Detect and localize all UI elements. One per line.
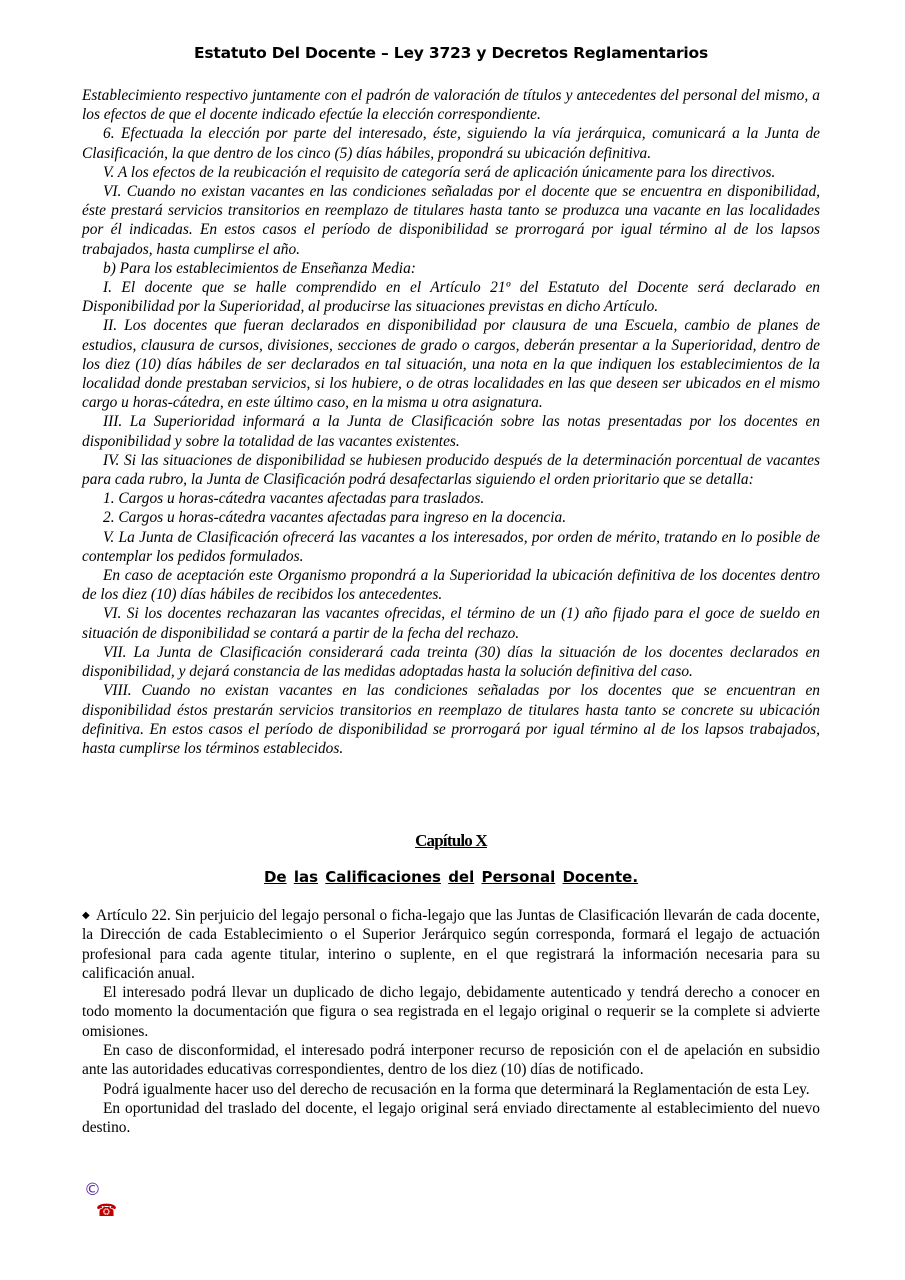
paragraph: 6. Efectuada la elección por parte del interesado, éste, siguiendo la vía jerárquica, comunicará a la Junta de Clasificación, la que dentro de los cinco (5) días hábiles, propondrá su ubicación definitiva. — [82, 125, 820, 162]
diamond-bullet-icon: ◆ — [82, 910, 91, 921]
paragraph: VI. Cuando no existan vacantes en las condiciones señaladas por el docente que se encuentra en disponibilidad, éste prestará servicios transitorios en reemplazo de titulares hasta tanto se produzca una vacante en las localidades por él indicadas. En estos casos el período de disponibilidad se prorrogará por igual término al de los lapsos trabajados, hasta cumplirse el año. — [82, 183, 820, 258]
paragraph: VIII. Cuando no existan vacantes en las condiciones señaladas por los docentes que se encuentran en disponibilidad éstos prestarán servicios transitorios en reemplazo de titulares hasta tanto se concrete su ubicación definitiva. En estos casos el período de disponibilidad se prorrogará por igual término al de los lapsos trabajados, hasta cumplirse los términos establecidos. — [82, 682, 820, 757]
italic-body — [82, 86, 820, 758]
paragraph: En caso de disconformidad, el interesado podrá interponer recurso de reposición con el de apelación en subsidio ante las autoridades educativas correspondientes, dentro de los diez (10) días de notificado. — [82, 1042, 820, 1079]
paragraph: 1. Cargos u horas-cátedra vacantes afectadas para traslados. — [103, 490, 485, 508]
paragraph: 2. Cargos u horas-cátedra vacantes afectadas para ingreso en la docencia. — [103, 509, 567, 527]
subtitle-word: Docente. — [562, 868, 639, 886]
page-header-title: Estatuto Del Docente – Ley 3723 y Decretos Reglamentarios — [193, 44, 709, 62]
paragraph: El interesado podrá llevar un duplicado de dicho legajo, debidamente autenticado y tendrá derecho a conocer en todo momento la documentación que figura o sea registrada en el legajo original o requerir se la complete si advierte omisiones. — [82, 984, 820, 1040]
chapter-title: Capítulo X — [415, 831, 487, 850]
paragraph: II. Los docentes que fueran declarados en disponibilidad por clausura de una Escuela, cambio de planes de estudios, clausura de cursos, divisiones, secciones de grado o cargos, deberán presentar a la Superioridad, dentro de los diez (10) días hábiles de ser declarados en tal situación, una nota en la que indiquen los establecimientos de la localidad donde prestaban servicios, si los hubiere, o de otras localidades en las que deseen ser ubicados en el mismo cargo u horas-cátedra, en este último caso, en la misma u otra asignatura. — [82, 317, 820, 412]
paragraph: En caso de aceptación este Organismo propondrá a la Superioridad la ubicación definitiva de los docentes dentro de los diez (10) días hábiles de recibidos los antecedentes. — [82, 567, 820, 604]
article-text: Artículo 22. Sin perjuicio del legajo personal o ficha-legajo que las Juntas de Clasificación llevarán de cada docente, la Dirección de cada Establecimiento o el Superior Jerárquico según corresponda, formará el legajo de actuación profesional para cada agente titular, interino o suplente, en el que registrará la información necesaria para su calificación anual. — [82, 907, 820, 982]
subtitle-word: Personal — [481, 868, 556, 886]
paragraph: V. La Junta de Clasificación ofrecerá las vacantes a los interesados, por orden de mérito, tratando en lo posible de contemplar los pedidos formulados. — [82, 528, 820, 565]
article-22 — [82, 906, 820, 1138]
paragraph: Establecimiento respectivo juntamente con el padrón de valoración de títulos y antecedentes del personal del mismo, a los efectos de que el docente indicado efectúe la elección correspondiente. — [82, 87, 820, 124]
paragraph: VII. La Junta de Clasificación considerará cada treinta (30) días la situación de los docentes declarados en disponibilidad, y dejará constancia de las medidas adoptadas hasta la solución definitiva del caso. — [82, 643, 820, 681]
paragraph: En oportunidad del traslado del docente, el legajo original será enviado directamente al establecimiento del nuevo destino. — [82, 1099, 820, 1137]
paragraph — [82, 906, 820, 983]
subtitle-word: las — [293, 868, 319, 886]
paragraph: b) Para los establecimientos de Enseñanza Media: — [103, 259, 416, 277]
paragraph: IV. Si las situaciones de disponibilidad se hubiesen producido después de la determinación porcentual de vacantes para cada rubro, la Junta de Clasificación podrá desafectarlas siguiendo el orden prioritario que se detalla: — [82, 451, 820, 489]
paragraph: V. A los efectos de la reubicación el requisito de categoría será de aplicación únicamente para los directivos. — [103, 163, 776, 181]
chapter-subtitle — [82, 868, 820, 886]
subtitle-word: De — [263, 868, 287, 886]
paragraph: III. La Superioridad informará a la Junta de Clasificación sobre las notas presentadas por los docentes en disponibilidad y sobre la totalidad de las vacantes existentes. — [82, 413, 820, 450]
phone-icon: ☎ — [96, 1201, 118, 1221]
subtitle-word: Calificaciones — [325, 868, 441, 886]
paragraph: I. El docente que se halle comprendido en el Artículo 21º del Estatuto del Docente será declarado en Disponibilidad por la Superioridad, al producirse las situaciones previstas en dicho Artículo. — [82, 279, 820, 316]
subtitle-word: del — [448, 868, 475, 886]
copyright-icon: © — [84, 1180, 101, 1200]
paragraph: VI. Si los docentes rechazaran las vacantes ofrecidas, el término de un (1) año fijado para el goce de sueldo en situación de disponibilidad se contará a partir de la fecha del rechazo. — [82, 605, 820, 642]
paragraph: Podrá igualmente hacer uso del derecho de recusación en la forma que determinará la Reglamentación de esta Ley. — [103, 1080, 810, 1098]
